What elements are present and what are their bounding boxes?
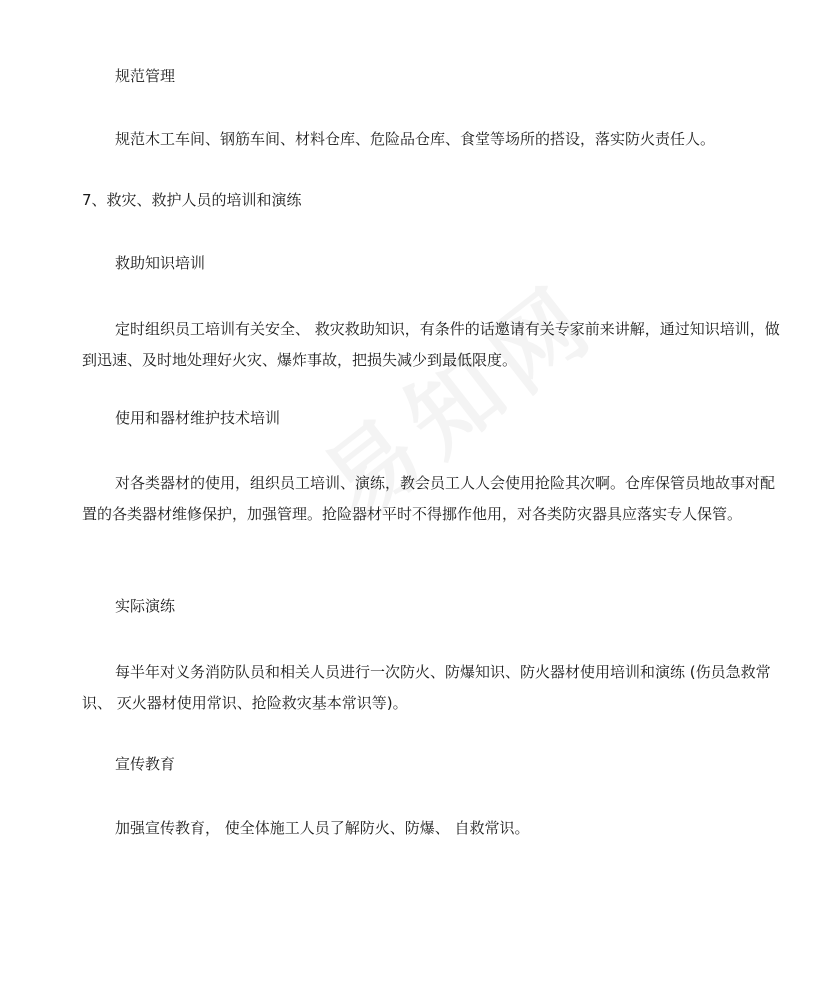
- paragraph-equipment-training: 对各类器材的使用，组织员工培训、演练，教会员工人人会使用抢险其次啊。仓库保管员地故事对配置的各类器材维修保护，加强管理。抢险器材平时不得挪作他用，对各类防灾器具应落实专人保管。: [82, 474, 776, 523]
- paragraph-publicity-education: 加强宣传教育， 使全体施工人员了解防火、防爆、 自救常识。: [115, 819, 530, 837]
- subheading-publicity-education: 宣传教育: [115, 755, 176, 773]
- subheading-practical-drill: 实际演练: [115, 597, 176, 615]
- section-7-title: 7、救灾、救护人员的培训和演练: [82, 191, 302, 209]
- paragraph-practical-drill: 每半年对义务消防队员和相关人员进行一次防火、防爆知识、防火器材使用培训和演练 (伤员急救常识、 灭火器材使用常识、抢险救灾基本常识等)。: [82, 663, 771, 712]
- subheading-rescue-knowledge-training: 救助知识培训: [115, 254, 206, 272]
- paragraph-rescue-knowledge-training: 定时组织员工培训有关安全、 救灾救助知识，有条件的话邀请有关专家前来讲解，通过知识培训，做到迅速、及时地处理好火灾、爆炸事故，把损失减少到最低限度。: [82, 320, 780, 369]
- paragraph-standard-management: 规范木工车间、钢筋车间、材料仓库、危险品仓库、食堂等场所的搭设，落实防火责任人。: [115, 130, 716, 148]
- subheading-standard-management: 规范管理: [115, 67, 176, 85]
- subheading-equipment-training: 使用和器材维护技术培训: [115, 409, 281, 427]
